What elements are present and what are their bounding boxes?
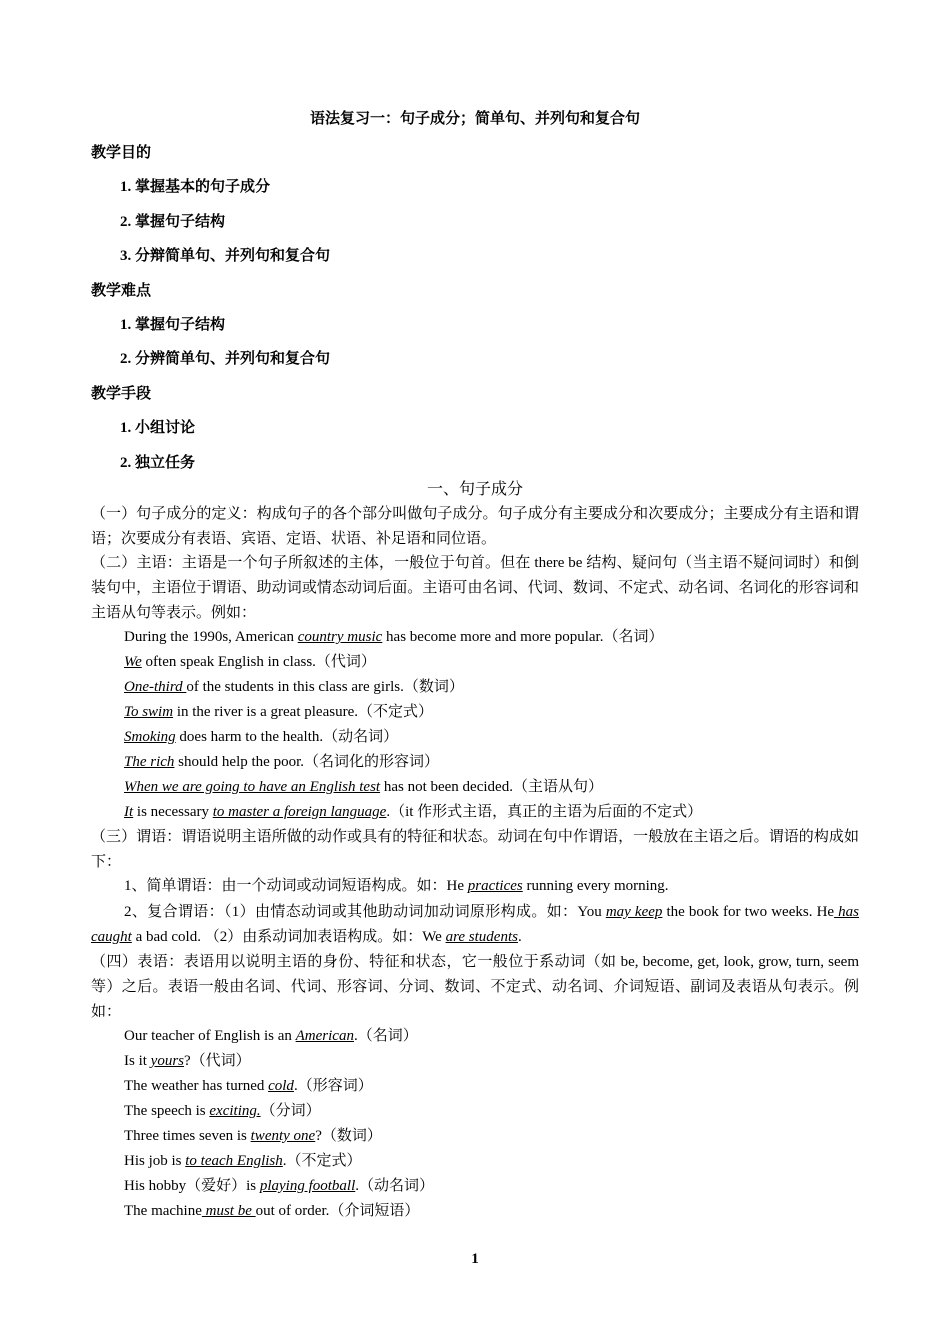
predicate-paragraph: （三）谓语：谓语说明主语所做的动作或具有的特征和状态。动词在句中作谓语，一般放在主语之后。谓语的构成如下：	[91, 829, 859, 870]
objective-item: 1. 掌握基本的句子成分	[120, 179, 271, 195]
example-highlight: American	[295, 1028, 354, 1044]
example-sentence	[124, 801, 702, 823]
example-sentence	[124, 1150, 362, 1172]
example-sentence	[124, 726, 398, 748]
example-highlight: to teach English	[185, 1153, 283, 1169]
example-sentence	[124, 651, 376, 673]
method-item: 1. 小组讨论	[120, 420, 196, 436]
example-text: is necessary	[133, 804, 213, 820]
section-title: 一、句子成分	[426, 479, 523, 498]
example-text: the book for two weeks. He	[662, 904, 835, 920]
example-text: His job is	[124, 1153, 186, 1169]
predicate-compound	[91, 900, 859, 950]
methods-heading: 教学手段	[91, 386, 152, 402]
example-text: a bad cold. （2）由系动词加表语构成。如：We	[131, 928, 446, 945]
example-sentence	[124, 626, 663, 648]
example-sentence	[124, 1050, 251, 1072]
example-text: .（名词）	[353, 1028, 418, 1044]
example-highlight: Smoking	[124, 729, 176, 745]
example-text: （分词）	[260, 1103, 321, 1119]
example-text: Is it	[124, 1053, 151, 1069]
example-highlight: to master a foreign language	[212, 804, 387, 820]
example-highlight: has caught	[91, 904, 860, 945]
objective-item: 3. 分辩简单句、并列句和复合句	[120, 248, 331, 264]
example-sentence	[124, 1075, 373, 1097]
example-sentence	[124, 1100, 321, 1122]
example-text: ?（代词）	[184, 1053, 251, 1069]
example-highlight: When we are going to have an English test	[124, 779, 381, 795]
difficulties-heading: 教学难点	[91, 283, 152, 299]
example-text: does harm to the health.（动名词）	[175, 729, 399, 745]
example-sentence	[124, 701, 433, 723]
example-text: ?（数词）	[315, 1128, 382, 1144]
example-text: 1、简单谓语：由一个动词或动词短语构成。如：He	[124, 878, 468, 894]
example-highlight: One-third	[124, 679, 187, 695]
example-text: Three times seven is	[124, 1128, 251, 1144]
example-text: has become more and more popular.（名词）	[382, 629, 664, 645]
example-sentence	[124, 1125, 382, 1147]
predicative-paragraph: （四）表语：表语用以说明主语的身份、特征和状态，它一般位于系动词（如 be, become, get, look, grow, turn, seem 等）之后。表语一般由名词、代词、形容词、分词、数词、不定式、动名词、介词短语、副词及表语从句表示。例如：	[91, 954, 859, 1020]
example-text: .（it 作形式主语，真正的主语为后面的不定式）	[386, 804, 703, 820]
example-highlight: may keep	[605, 904, 663, 920]
example-text: running every morning.	[522, 878, 669, 894]
objective-item: 2. 掌握句子结构	[120, 214, 226, 230]
example-highlight: playing football	[259, 1178, 356, 1194]
definition-paragraph: （一）句子成分的定义：构成句子的各个部分叫做句子成分。句子成分有主要成分和次要成分；主要成分有主语和谓语；次要成分有表语、宾语、定语、状语、补足语和同位语。	[91, 506, 859, 547]
example-highlight: It	[124, 804, 134, 820]
example-text: 2、复合谓语：（1）由情态动词或其他助动词加动词原形构成。如：You	[124, 904, 606, 920]
example-highlight: yours	[150, 1053, 185, 1069]
example-sentence	[124, 776, 603, 798]
method-item: 2. 独立任务	[120, 455, 196, 471]
example-sentence	[124, 1200, 419, 1222]
example-highlight: twenty one	[250, 1128, 316, 1144]
example-text: Our teacher of English is an	[124, 1028, 296, 1044]
example-text: The machine	[124, 1203, 202, 1219]
example-highlight: practices	[467, 878, 523, 894]
example-text: .	[517, 928, 522, 945]
example-highlight: The rich	[124, 754, 175, 770]
example-text: has not been decided.（主语从句）	[380, 779, 603, 795]
example-text: .（不定式）	[282, 1153, 362, 1169]
objectives-heading: 教学目的	[91, 145, 152, 161]
subject-paragraph: （二）主语：主语是一个句子所叙述的主体，一般位于句首。但在 there be 结构、疑问句（当主语不疑问词时）和倒装句中，主语位于谓语、助动词或情态动词后面。主语可由名词、代词、数词、不定式、动名词、名词化的形容词和主语从句等表示。例如：	[91, 555, 859, 621]
example-text: often speak English in class.（代词）	[141, 654, 376, 670]
example-highlight: To swim	[124, 704, 174, 720]
example-highlight: country music	[297, 629, 383, 645]
example-text: The weather has turned	[124, 1078, 269, 1094]
difficulty-item: 1. 掌握句子结构	[120, 317, 226, 333]
example-text: in the river is a great pleasure.（不定式）	[173, 704, 433, 720]
example-text: out of order.（介词短语）	[255, 1203, 420, 1219]
document-title: 语法复习一：句子成分；简单句、并列句和复合句	[309, 111, 640, 127]
example-sentence	[124, 751, 439, 773]
example-sentence	[124, 1175, 434, 1197]
example-sentence	[124, 676, 464, 698]
example-highlight: are students	[445, 928, 518, 945]
example-text: The speech is	[124, 1103, 210, 1119]
example-sentence	[124, 1025, 418, 1047]
example-text: of the students in this class are girls.（数词）	[186, 679, 464, 695]
difficulty-item: 2. 分辨简单句、并列句和复合句	[120, 351, 331, 367]
page-number: 1	[471, 1251, 479, 1267]
example-highlight: exciting.	[209, 1103, 261, 1119]
example-text: should help the poor.（名词化的形容词）	[174, 754, 439, 770]
example-text: During the 1990s, American	[124, 629, 298, 645]
predicate-simple	[124, 875, 669, 897]
example-text: .（形容词）	[293, 1078, 373, 1094]
example-text: His hobby（爱好）is	[124, 1178, 260, 1194]
example-highlight: must be	[201, 1203, 256, 1219]
example-highlight: We	[124, 654, 142, 670]
example-highlight: cold	[268, 1078, 294, 1094]
example-text: .（动名词）	[355, 1178, 435, 1194]
